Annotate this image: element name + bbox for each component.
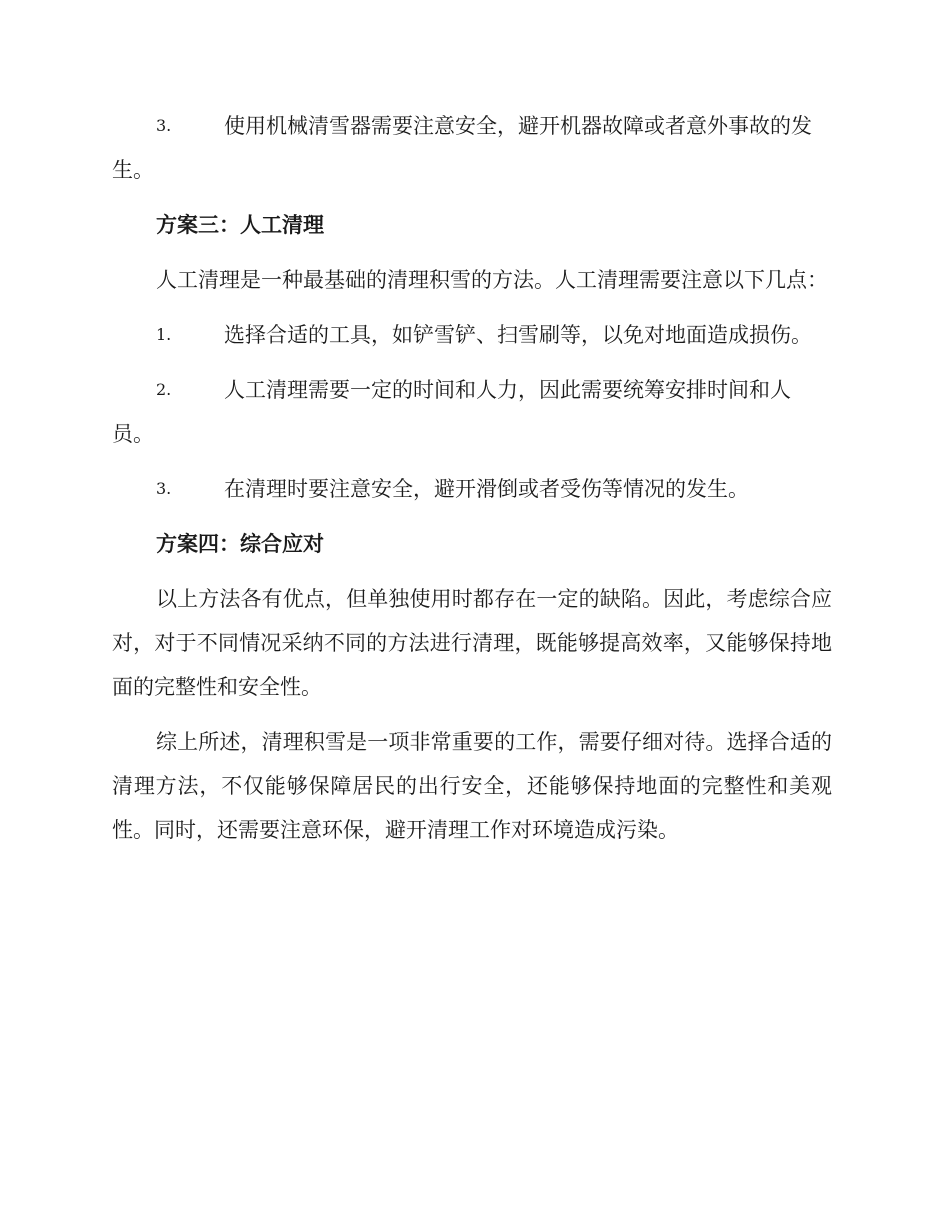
section-intro: 人工清理是一种最基础的清理积雪的方法。人工清理需要注意以下几点：	[156, 268, 828, 292]
list-item	[112, 467, 832, 511]
list-item	[112, 104, 832, 192]
list-text: 选择合适的工具，如铲雪铲、扫雪刷等，以免对地面造成损伤。	[224, 323, 812, 347]
conclusion-paragraph: 综上所述，清理积雪是一项非常重要的工作，需要仔细对待。选择合适的清理方法，不仅能够保障居民的出行安全，还能够保持地面的完整性和美观性。同时，还需要注意环保，避开清理工作对环境造成污染。	[112, 730, 832, 842]
document-body	[112, 104, 832, 863]
list-item	[112, 313, 832, 357]
list-text: 在清理时要注意安全，避开滑倒或者受伤等情况的发生。	[224, 477, 749, 501]
list-number: 3.	[156, 116, 172, 135]
list-item	[112, 368, 832, 456]
section-heading-plan-three: 方案三：人工清理	[156, 212, 324, 237]
section-body: 以上方法各有优点，但单独使用时都存在一定的缺陷。因此，考虑综合应对，对于不同情况采纳不同的方法进行清理，既能够提高效率，又能够保持地面的完整性和安全性。	[112, 587, 832, 699]
list-text: 人工清理需要一定的时间和人力，因此需要统筹安排时间和人员。	[112, 378, 791, 446]
list-number: 3.	[156, 479, 172, 498]
section-heading-plan-four: 方案四：综合应对	[156, 531, 324, 556]
list-number: 2.	[156, 380, 172, 399]
list-number: 1.	[156, 325, 172, 344]
list-text: 使用机械清雪器需要注意安全，避开机器故障或者意外事故的发生。	[112, 114, 812, 182]
